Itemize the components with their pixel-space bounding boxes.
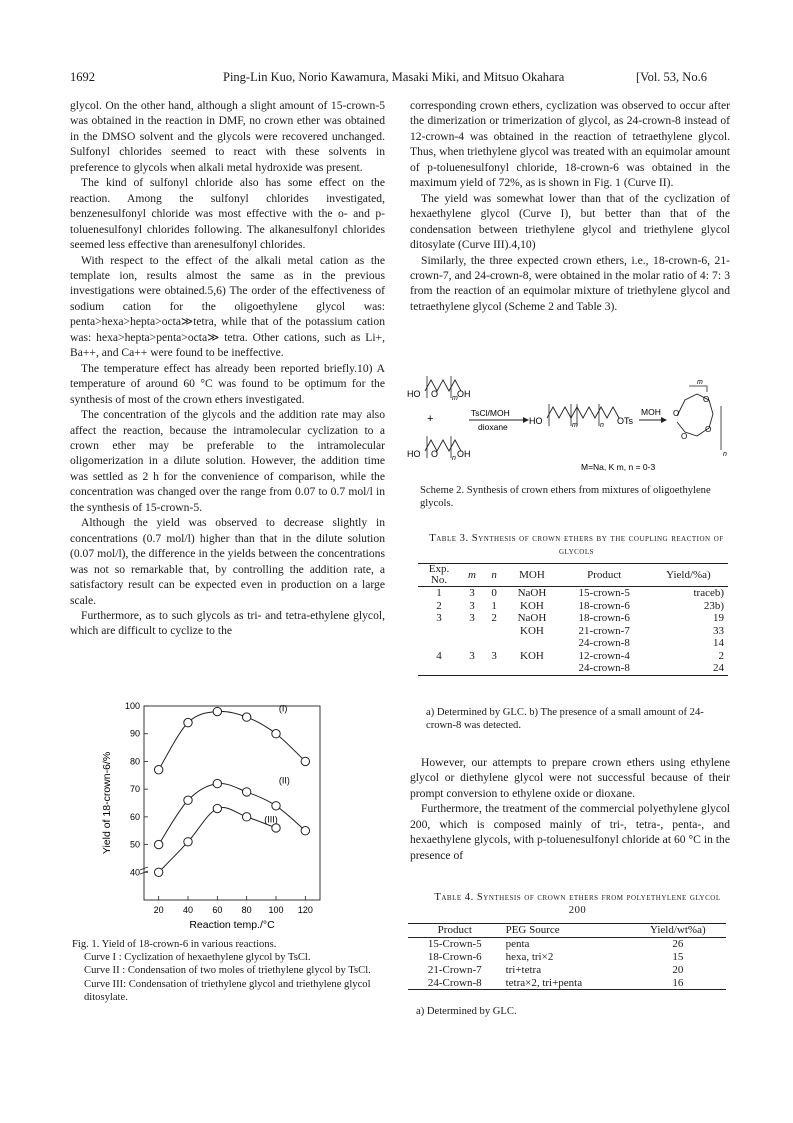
- table-cell: [418, 662, 460, 675]
- table-row: [408, 951, 726, 964]
- data-point: [154, 840, 162, 848]
- table-cell: 18-crown-6: [578, 612, 630, 625]
- figure-1-caption: [72, 938, 387, 1004]
- x-axis-label: Reaction temp./°C: [189, 919, 275, 931]
- table-cell: [460, 662, 484, 675]
- data-point: [242, 813, 250, 821]
- scheme-ho: HO: [407, 449, 421, 459]
- data-point: [242, 713, 250, 721]
- scheme-o: O: [431, 449, 439, 459]
- table-row: [418, 637, 728, 650]
- table-cell: 3: [469, 599, 475, 612]
- x-tick-label: 60: [212, 905, 223, 915]
- table-cell: tetra×2, tri+penta: [505, 976, 583, 989]
- table-row: [408, 976, 726, 989]
- paragraph: Furthermore, the treatment of the commercial polyethylene glycol 200, which is composed mainly of tri-, tetra-, penta-, and hexaethylene glycols, with p-toluenesulfonyl chloride at 60 °C in the presence of: [410, 802, 730, 862]
- data-point: [213, 779, 221, 787]
- table-label: Table 4.: [434, 892, 474, 903]
- table-cell: [484, 662, 504, 675]
- paragraph: Similarly, the three expected crown ethers, i.e., 18-crown-6, 21-crown-7, and 24-crown-8, were obtained in the molar ratio of 4: 7: 3 from the reaction of an equimolar mixture of triethylene glycol and tetraethylene glycol (Scheme 2 and Table 3).: [410, 253, 730, 313]
- paragraph: The concentration of the glycols and the addition rate may also affect the reaction, because the intramolecular cyclization to a crown ether may be preferable to the intramolecular oligomerization in a dilute solution. However, the addition time was settled as 2 h for the convenience of comparison, while the concentration was changed over the range from 0.07 to 0.7 mol/l in the synthesis of 15-crown-5.: [70, 408, 385, 514]
- ring-index-m: m: [697, 379, 703, 386]
- table-3-footnote: a) Determined by GLC. b) The presence of a small amount of 24-crown-8 was detected.: [426, 707, 704, 732]
- table-label: Table 3.: [429, 533, 469, 544]
- table-cell: NaOH: [517, 587, 547, 600]
- table-cell: 4: [436, 649, 442, 662]
- arrow-head: [661, 417, 667, 423]
- data-point: [242, 788, 250, 796]
- y-tick-label: 80: [129, 756, 140, 767]
- ring-index-n: n: [723, 451, 727, 458]
- table-cell: 16: [672, 976, 684, 989]
- table-4-footnote: a) Determined by GLC.: [416, 1006, 517, 1017]
- table-cell: 1: [436, 587, 442, 600]
- figure-caption-line: Curve II : Condensation of two moles of triethylene glycol by TsCl.: [84, 965, 371, 977]
- table-cell: penta: [505, 938, 530, 951]
- series-line: [159, 783, 306, 844]
- table-cell: 18-crown-6: [578, 599, 630, 612]
- y-tick-label: 40: [129, 867, 140, 878]
- table-row: [418, 662, 728, 675]
- table-cell: 0: [491, 587, 497, 600]
- scheme-index-m: m: [452, 395, 458, 402]
- paragraph: The kind of sulfonyl chloride also has some effect on the reaction. Among the sulfonyl chlorides investigated, benzenesulfonyl chloride was most effective with the o- and p-toluenesulfonyl chlorides following. The alkanesulfonyl chlorides seemed less effective than arenesulfonyl chlorides.: [70, 176, 385, 252]
- table-cell: 3: [469, 649, 475, 662]
- paragraph: Furthermore, as to such glycols as tri- and tetra-ethylene glycol, which are difficult to cyclize to the: [70, 608, 385, 638]
- table-cell: 33: [713, 624, 724, 637]
- right-column-text-lower: [410, 755, 730, 863]
- table-row: [418, 587, 728, 600]
- table-cell: [504, 662, 559, 675]
- scheme-solvent: dioxane: [478, 422, 508, 432]
- table-3-body: [418, 587, 728, 676]
- table-cell: 18-Crown-6: [427, 950, 482, 963]
- scheme-oh: OH: [457, 389, 471, 399]
- table-4-body: [408, 937, 726, 989]
- scheme-oh: OH: [457, 449, 471, 459]
- table-header: Yield/wt%a): [650, 924, 706, 937]
- table-cell: KOH: [520, 624, 544, 637]
- table-row: [418, 600, 728, 613]
- table-cell: 3: [469, 587, 475, 600]
- table-cell: 20: [672, 963, 684, 976]
- table-header: n: [491, 569, 497, 581]
- table-cell: [484, 637, 504, 650]
- table-cell: 15: [672, 950, 684, 963]
- table-header: m: [468, 569, 476, 581]
- table-cell: KOH: [520, 649, 544, 662]
- table-header: Product: [587, 569, 622, 581]
- table-cell: 26: [672, 938, 684, 951]
- right-column-text: [410, 98, 730, 314]
- table-header: Product: [437, 924, 472, 937]
- scheme-o: O: [431, 389, 439, 399]
- table-row: [418, 625, 728, 638]
- table-cell: 2: [718, 649, 724, 662]
- ring-oxygen: O: [681, 432, 688, 441]
- x-tick-label: 40: [182, 905, 194, 915]
- table-title-text: Synthesis of crown ethers from polyethylene glycol 200: [476, 892, 721, 917]
- table-header: Exp. No.: [428, 563, 450, 586]
- table-cell: 15-Crown-5: [427, 938, 482, 951]
- table-header: MOH: [519, 569, 545, 581]
- scheme-index-n: n: [600, 422, 604, 429]
- data-point: [184, 796, 192, 804]
- y-tick-label: 100: [124, 701, 140, 711]
- paragraph: However, our attempts to prepare crown ethers using ethylene glycol or diethylene glycol were not successful because of their prompt conversion to ethylene oxide or dioxane.: [410, 756, 730, 800]
- table-cell: 3: [491, 649, 497, 662]
- ring-oxygen: O: [673, 409, 680, 418]
- table-row: [408, 937, 726, 950]
- table-cell: [484, 625, 504, 638]
- table-cell: NaOH: [517, 612, 547, 625]
- y-tick-label: 90: [129, 728, 140, 739]
- series-line: [159, 807, 276, 872]
- table-row: [408, 963, 726, 976]
- table-cell: 21-crown-7: [578, 624, 630, 637]
- table-cell: 1: [491, 599, 497, 612]
- table-cell: tri+tetra: [505, 963, 542, 976]
- table-cell: [504, 637, 559, 650]
- table-4: [408, 923, 726, 990]
- paragraph: corresponding crown ethers, cyclization was observed to occur after the dimerization or trimerization of glycol, as 24-crown-8 instead of 12-crown-4 was obtained in the reaction of tetraethylene glycol. Thus, when triethylene glycol was treated with an equimolar amount of p-toluenesulfonyl chloride, 18-crown-6 was obtained in the maximum yield of 72%, as is shown in Fig. 1 (Curve II).: [410, 99, 730, 190]
- scheme-ho: HO: [529, 416, 543, 426]
- plot-frame: [144, 703, 320, 900]
- paragraph: Although the yield was observed to decrease slightly in concentrations (0.7 mol/l) higher than that in the dilute solution (0.07 mol/l), the difference in the yields between the concentrations was not so remarkable that, by controlling the addition rate, a satisfactory result can be expected even in production on a large scale.: [70, 516, 385, 607]
- data-point: [213, 804, 221, 812]
- paragraph: glycol. On the other hand, although a slight amount of 15-crown-5 was obtained in the reaction in DMF, no crown ether was obtained in the DMSO solvent and the glycols were recovered unchanged. Sulfonyl chlorides seemed to react with these solvents in preference to glycols when alkali metal hydroxide was present.: [70, 99, 385, 174]
- table-cell: 24: [713, 662, 724, 675]
- table-cell: [460, 637, 484, 650]
- table-cell: 19: [713, 612, 724, 625]
- data-point: [272, 802, 280, 810]
- table-row: [418, 650, 728, 663]
- data-point: [301, 827, 309, 835]
- x-tick-label: 20: [153, 905, 164, 915]
- scheme-intermediate-chain: [547, 407, 619, 418]
- paragraph: The temperature effect has already been reported briefly.10) A temperature of around 60 °C was found to be optimum for the synthesis of most of the crown ethers investigated.: [70, 361, 385, 406]
- scheme-index-m: m: [572, 422, 578, 429]
- table-cell: traceb): [693, 587, 724, 600]
- y-tick-label: 50: [129, 839, 140, 850]
- table-header: Yield/%a): [666, 569, 711, 581]
- table-cell: 3: [469, 612, 475, 625]
- x-tick-label: 120: [297, 905, 313, 915]
- scheme-index-n: n: [452, 455, 456, 462]
- series-label: (I): [278, 703, 288, 714]
- scheme-2-diagram: [405, 366, 730, 476]
- paragraph: With respect to the effect of the alkali metal cation as the template ion, results almost the same as in the previous investigations were obtained.5,6) The order of the effectiveness of sodium cation for the oligoethylene glycol was: penta>hexa>hepta>octa≫tetra, while that of the potassium cation was: hexa>hepta>penta>octa≫ tetra. Other cations, such as Li+, Ba++, and Ca++ were found to be ineffective.: [70, 253, 385, 360]
- running-authors: Ping-Lin Kuo, Norio Kawamura, Masaki Miki, and Mitsuo Okahara: [223, 70, 565, 84]
- y-tick-label: 70: [129, 784, 140, 795]
- series-label: (II): [278, 775, 290, 786]
- y-tick-label: 60: [129, 811, 140, 822]
- paragraph: The yield was somewhat lower than that of the cyclization of hexaethylene glycol (Curve I), but better than that of the condensation between triethylene glycol and triethylene glycol ditosylate (Curve III).4,10): [410, 191, 730, 252]
- figure-1-chart: [80, 698, 330, 933]
- table-cell: 14: [713, 637, 724, 650]
- data-point: [154, 868, 162, 876]
- table-cell: 12-crown-4: [578, 649, 630, 662]
- table-cell: [460, 625, 484, 638]
- data-point: [301, 757, 309, 765]
- table-cell: [418, 625, 460, 638]
- scheme-plus: +: [427, 413, 434, 425]
- series-label: (III): [264, 814, 278, 825]
- table-3: [418, 563, 728, 676]
- table-4-title: [430, 891, 725, 917]
- figure-caption-title: Fig. 1. Yield of 18-crown-6 in various reactions.: [72, 939, 277, 950]
- table-cell: KOH: [520, 599, 544, 612]
- table-3-title: [424, 532, 729, 558]
- table-cell: 2: [436, 599, 442, 612]
- scheme-ho: HO: [407, 389, 421, 399]
- scheme-note: M=Na, K m, n = 0-3: [581, 462, 656, 472]
- data-point: [272, 824, 280, 832]
- left-column-text: [70, 98, 385, 639]
- table-cell: 24-Crown-8: [427, 976, 482, 989]
- y-axis-label: Yield of 18-crown-6/%: [101, 751, 113, 855]
- table-cell: 2: [491, 612, 497, 625]
- data-point: [213, 707, 221, 715]
- table-cell: hexa, tri×2: [505, 950, 554, 963]
- table-cell: 24-crown-8: [578, 637, 630, 650]
- scheme-base: MOH: [641, 407, 661, 417]
- data-point: [184, 838, 192, 846]
- figure-caption-line: Curve III: Condensation of triethylene glycol and triethylene glycol ditosylate.: [84, 978, 371, 1003]
- series-line: [159, 711, 306, 769]
- table-title-text: Synthesis of crown ethers by the coupling reaction of glycols: [471, 533, 724, 558]
- data-point: [184, 718, 192, 726]
- scheme-caption: Scheme 2. Synthesis of crown ethers from mixtures of oligoethylene glycols.: [420, 485, 711, 510]
- table-row: [418, 612, 728, 625]
- table-cell: 21-Crown-7: [427, 963, 482, 976]
- data-point: [154, 766, 162, 774]
- volume-info: [Vol. 53, No.6: [636, 70, 707, 84]
- table-cell: 3: [436, 612, 442, 625]
- x-tick-label: 100: [268, 905, 284, 915]
- page-number: 1692: [70, 70, 95, 84]
- ring-oxygen: O: [703, 395, 710, 404]
- scheme-reagent: TsCl/MOH: [471, 408, 510, 418]
- ring-oxygen: O: [705, 425, 712, 434]
- table-cell: 15-crown-5: [578, 587, 630, 600]
- table-header: PEG Source: [505, 924, 560, 937]
- x-tick-label: 80: [241, 905, 252, 915]
- figure-caption-line: Curve I : Cyclization of hexaethylene glycol by TsCl.: [84, 952, 311, 964]
- scheme-ots: OTs: [617, 416, 634, 426]
- table-cell: [418, 637, 460, 650]
- table-cell: 23b): [703, 599, 724, 612]
- table-cell: 24-crown-8: [578, 662, 630, 675]
- data-point: [272, 730, 280, 738]
